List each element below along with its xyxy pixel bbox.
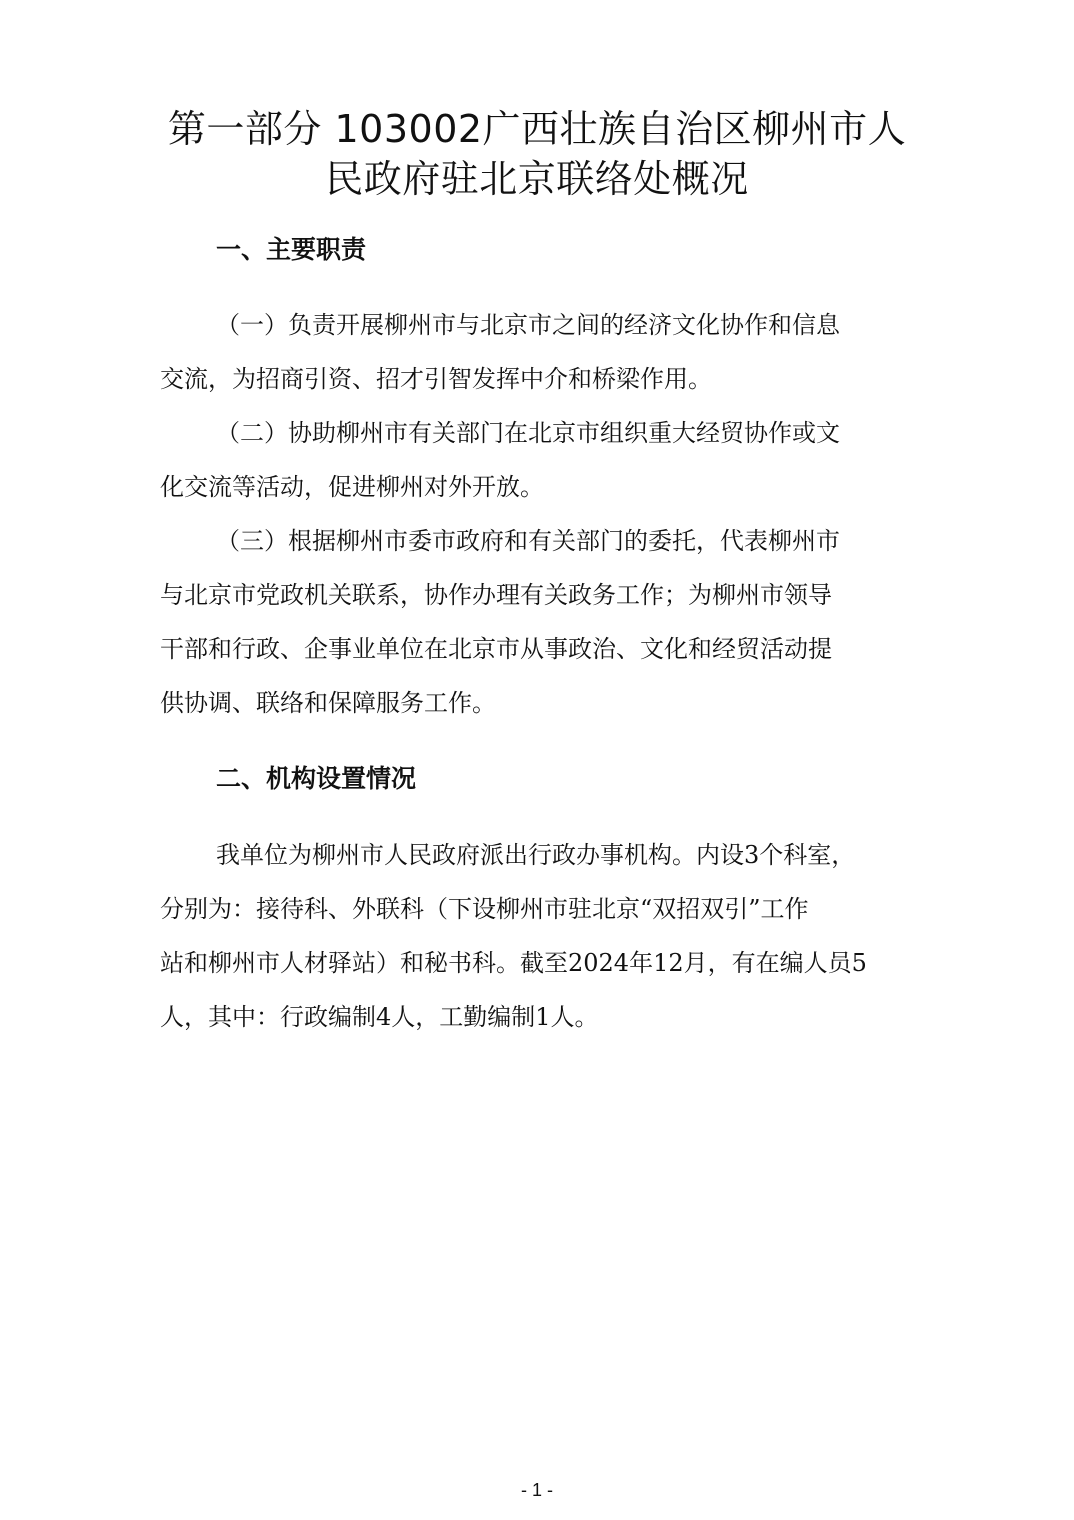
paragraph-line: 化交流等活动，促进柳州对外开放。 (160, 473, 544, 501)
paragraph-line: （三）根据柳州市委市政府和有关部门的委托，代表柳州市 (216, 527, 840, 555)
paragraph-duty-3 (160, 514, 930, 730)
page-title (150, 104, 924, 204)
paragraph-organization (160, 828, 930, 1044)
page-title-line-2: 民政府驻北京联络处概况 (325, 157, 749, 201)
paragraph-line: 分别为：接待科、外联科（下设柳州市驻北京“双招双引”工作 (160, 895, 809, 923)
section-heading-main-duties: 一、主要职责 (216, 235, 367, 264)
paragraph-line: （一）负责开展柳州市与北京市之间的经济文化协作和信息 (216, 311, 840, 339)
paragraph-line: 交流，为招商引资、招才引智发挥中介和桥梁作用。 (160, 365, 712, 393)
page-number: - 1 - (520, 1480, 553, 1500)
paragraph-duty-2 (160, 406, 930, 514)
page-title-line-1: 第一部分 103002广西壮族自治区柳州市人 (167, 107, 907, 151)
paragraph-duty-1 (160, 298, 930, 406)
paragraph-line: 干部和行政、企事业单位在北京市从事政治、文化和经贸活动提 (160, 635, 832, 663)
section-heading-organization: 二、机构设置情况 (216, 764, 417, 793)
paragraph-line: 我单位为柳州市人民政府派出行政办事机构。内设3个科室， (216, 841, 856, 869)
paragraph-line: （二）协助柳州市有关部门在北京市组织重大经贸协作或文 (216, 419, 840, 447)
paragraph-line: 人，其中：行政编制4人，工勤编制1人。 (160, 1003, 599, 1031)
paragraph-line: 与北京市党政机关联系，协作办理有关政务工作；为柳州市领导 (160, 581, 832, 609)
paragraph-line: 供协调、联络和保障服务工作。 (160, 689, 496, 717)
paragraph-line: 站和柳州市人材驿站）和秘书科。截至2024年12月，有在编人员5 (160, 949, 867, 977)
